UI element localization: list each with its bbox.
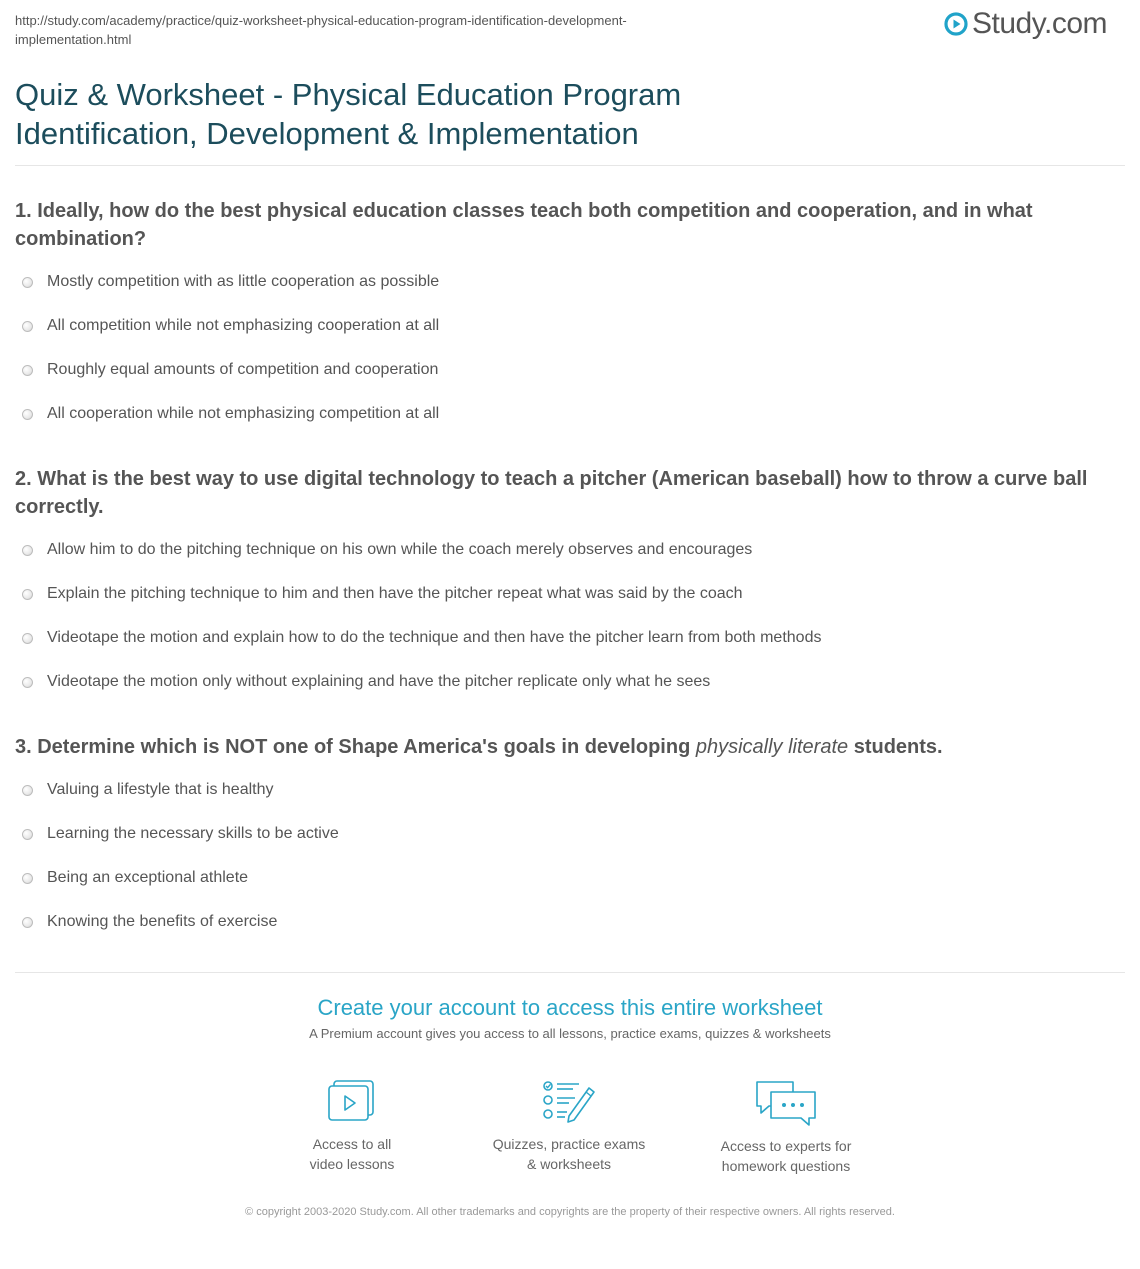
chat-bubbles-icon (753, 1078, 819, 1128)
radio-button[interactable] (22, 409, 33, 420)
q1-option-2[interactable]: All competition while not emphasizing cooperation at all (22, 314, 439, 338)
logo-text: Study.com (972, 7, 1107, 40)
feature-3-line-1: Access to experts for (720, 1138, 852, 1154)
video-lessons-icon (324, 1078, 380, 1126)
q1-option-3[interactable]: Roughly equal amounts of competition and cooperation (22, 358, 438, 382)
feature-1-line-1: Access to all (312, 1136, 392, 1152)
feature-2-line-1: Quizzes, practice exams (492, 1136, 646, 1152)
title-line-2: Identification, Development & Implementation (15, 116, 639, 151)
play-circle-icon (944, 12, 968, 36)
title-line-1: Quiz & Worksheet - Physical Education Program (15, 77, 682, 112)
radio-button[interactable] (22, 365, 33, 376)
radio-button[interactable] (22, 545, 33, 556)
url-line-2: implementation.html (15, 32, 132, 47)
cta-title[interactable]: Create your account to access this entire worksheet (317, 995, 823, 1020)
radio-button[interactable] (22, 829, 33, 840)
copyright-notice: © copyright 2003-2020 Study.com. All other trademarks and copyrights are the property of their respective owners. All rights reserved. (245, 1206, 895, 1218)
page-title (15, 75, 1015, 153)
page-url (15, 11, 735, 49)
q2-option-3[interactable]: Videotape the motion and explain how to do the technique and then have the pitcher learn from both methods (22, 626, 821, 650)
feature-3-line-2: homework questions (721, 1158, 851, 1174)
question-2: 2. What is the best way to use digital technology to teach a pitcher (American baseball) how to throw a curve ball correctly. (15, 468, 1088, 518)
q2-option-2[interactable]: Explain the pitching technique to him and then have the pitcher repeat what was said by the coach (22, 582, 743, 606)
feature-video-lessons (262, 1078, 442, 1174)
study-logo[interactable] (944, 7, 1107, 41)
q2-option-4[interactable]: Videotape the motion only without explaining and have the pitcher replicate only what he sees (22, 670, 710, 694)
radio-button[interactable] (22, 589, 33, 600)
radio-button[interactable] (22, 277, 33, 288)
cta-subtitle: A Premium account gives you access to all lessons, practice exams, quizzes & worksheets (309, 1026, 831, 1041)
q1-option-1[interactable]: Mostly competition with as little cooperation as possible (22, 270, 439, 294)
radio-button[interactable] (22, 785, 33, 796)
quiz-checklist-icon (539, 1078, 599, 1126)
url-line-1: http://study.com/academy/practice/quiz-worksheet-physical-education-program-identification-development- (15, 13, 627, 28)
q3-option-3[interactable]: Being an exceptional athlete (22, 866, 248, 890)
feature-2-line-2: & worksheets (526, 1156, 612, 1172)
radio-button[interactable] (22, 677, 33, 688)
radio-button[interactable] (22, 917, 33, 928)
radio-button[interactable] (22, 321, 33, 332)
divider (15, 165, 1125, 166)
q3-option-4[interactable]: Knowing the benefits of exercise (22, 910, 277, 934)
q3-option-1[interactable]: Valuing a lifestyle that is healthy (22, 778, 274, 802)
q1-option-4[interactable]: All cooperation while not emphasizing competition at all (22, 402, 439, 426)
radio-button[interactable] (22, 633, 33, 644)
divider (15, 972, 1125, 973)
feature-1-line-2: video lessons (309, 1156, 395, 1172)
question-3: 3. Determine which is NOT one of Shape America's goals in developing physically literate students. (15, 736, 943, 758)
feature-experts (696, 1078, 876, 1176)
q3-option-2[interactable]: Learning the necessary skills to be active (22, 822, 339, 846)
question-1: 1. Ideally, how do the best physical education classes teach both competition and cooperation, and in what combination? (15, 200, 1033, 250)
q2-option-1[interactable]: Allow him to do the pitching technique on his own while the coach merely observes and encourages (22, 538, 752, 562)
radio-button[interactable] (22, 873, 33, 884)
feature-quizzes (479, 1078, 659, 1174)
